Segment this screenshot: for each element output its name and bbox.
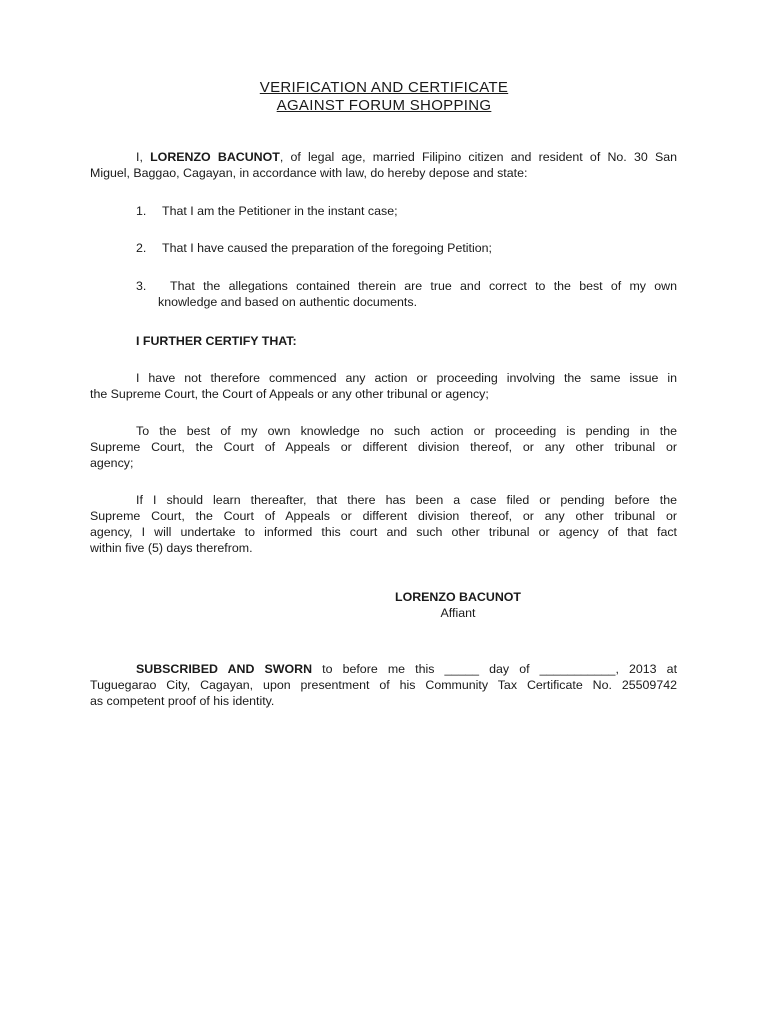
para2-line3: agency;	[90, 456, 134, 470]
jurat-paragraph	[90, 661, 677, 709]
certification-paragraph-2	[90, 423, 677, 471]
list-item-1	[136, 203, 677, 219]
list-text: That I have caused the preparation of the foregoing Petition;	[162, 241, 492, 255]
affiant-name-inline: LORENZO BACUNOT	[150, 150, 280, 164]
intro-line1	[90, 149, 677, 165]
document-title-line2: AGAINST FORUM SHOPPING	[276, 97, 492, 114]
signature-name: LORENZO BACUNOT	[395, 590, 521, 604]
para3-line2: Supreme Court, the Court of Appeals or different division thereof, or any other tribunal or	[90, 509, 677, 523]
intro-line1-rest: , of legal age, married Filipino citizen and resident of No. 30 San	[279, 150, 677, 164]
signature-role: Affiant	[440, 606, 476, 620]
document-title-line1: VERIFICATION AND CERTIFICATE	[259, 79, 509, 96]
list-number: 1.	[136, 204, 147, 218]
para2-line2: Supreme Court, the Court of Appeals or different division thereof, or any other tribunal or	[90, 440, 677, 454]
list-item-3	[136, 278, 677, 294]
para3-line1: If I should learn thereafter, that there has been a case filed or pending before the	[136, 493, 677, 507]
list-number: 2.	[136, 241, 147, 255]
jurat-line2: Tuguegarao City, Cagayan, upon presentment of his Community Tax Certificate No. 25509742	[90, 678, 677, 692]
intro-prefix: I,	[136, 150, 151, 164]
para1-line2: the Supreme Court, the Court of Appeals or any other tribunal or agency;	[90, 387, 489, 401]
para1-line1: I have not therefore commenced any action or proceeding involving the same issue in	[136, 371, 677, 385]
jurat-line3: as competent proof of his identity.	[90, 694, 275, 708]
certification-paragraph-1	[90, 370, 677, 402]
jurat-line1	[90, 661, 677, 677]
intro-line2: Miguel, Baggao, Cagayan, in accordance with law, do hereby depose and state:	[90, 166, 528, 180]
list-item-3-continuation: knowledge and based on authentic documents.	[158, 295, 418, 309]
jurat-bold-phrase: SUBSCRIBED AND SWORN	[136, 662, 313, 676]
list-text: That the allegations contained therein are true and correct to the best of my own	[162, 279, 677, 293]
para3-line3: agency, I will undertake to informed this court and such other tribunal or agency of that fact	[90, 525, 677, 539]
para2-line1: To the best of my own knowledge no such action or proceeding is pending in the	[136, 424, 677, 438]
list-number: 3.	[136, 279, 147, 293]
further-certify-heading: I FURTHER CERTIFY THAT:	[136, 334, 297, 348]
certification-paragraph-3	[90, 492, 677, 556]
jurat-line1-rest: to before me this _____ day of ___________, 2013 at	[312, 662, 678, 676]
list-item-2	[136, 240, 677, 256]
list-text: That I am the Petitioner in the instant case;	[162, 204, 398, 218]
intro-paragraph	[90, 149, 677, 181]
para3-line4: within five (5) days therefrom.	[90, 541, 253, 555]
